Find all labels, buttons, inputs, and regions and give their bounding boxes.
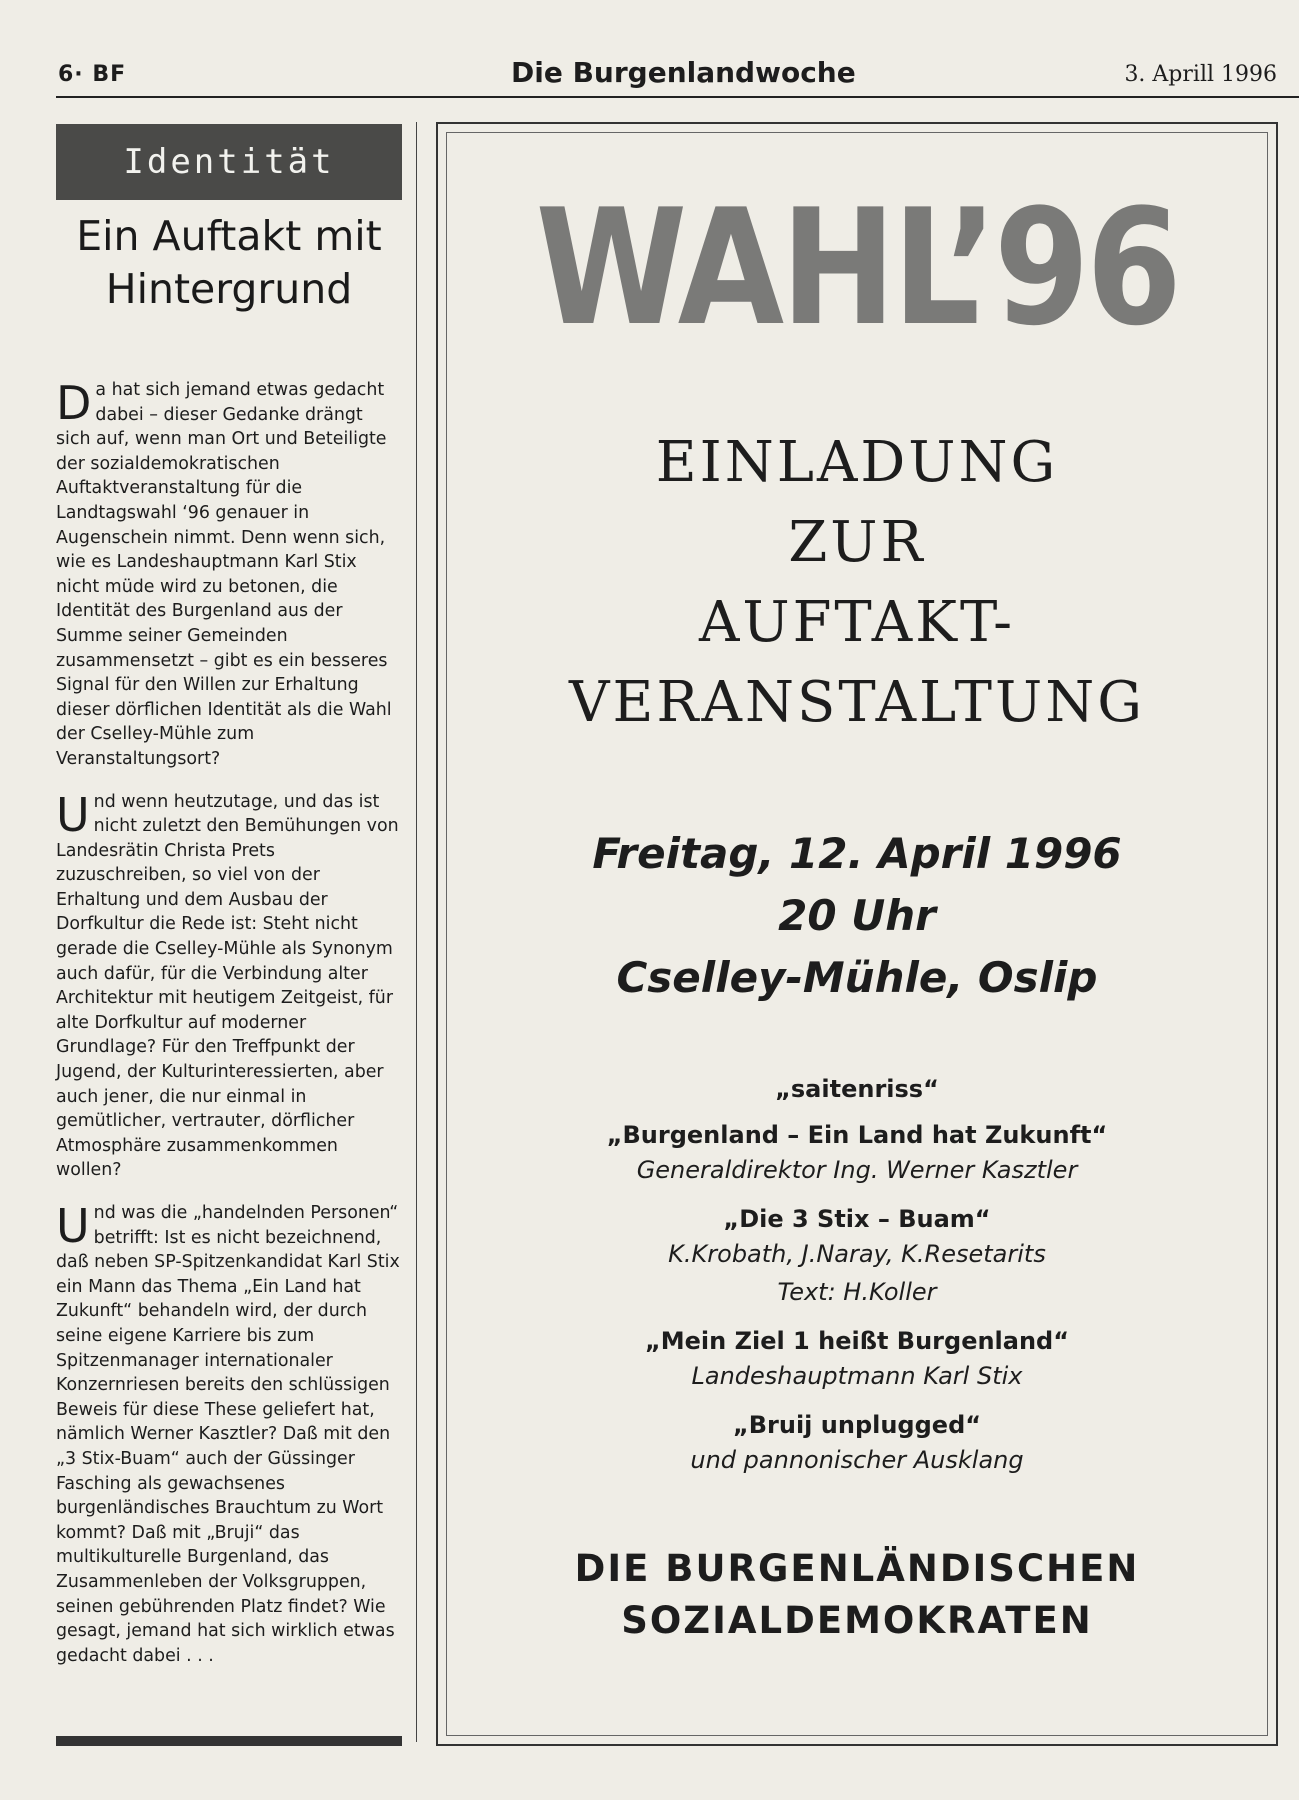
article-paragraph [56, 787, 402, 1184]
program-item-title: „Mein Ziel 1 heißt Burgenland“ [644, 1327, 1070, 1355]
event-venue: Cselley-Mühle, Oslip [616, 953, 1098, 1002]
paragraph-text: a hat sich jemand etwas gedacht dabei – dieser Gedanke drängt sich auf, wenn man Ort und Beteiligte der sozialdemokratischen Auftaktveranstaltung für die Landtagswahl ‘96 genauer in Augenschein nimmt. Denn wenn sich, wie es Landeshauptmann Karl Stix nicht müde wird zu betonen, die Identität des Burgenland aus der Summe seiner Gemeinden zusammensetzt – gibt es ein besseres Signal für den Willen zur Erhaltung dieser dörflichen Identität als die Wahl der Cselley-Mühle zum Veranstaltungsort? [56, 380, 392, 769]
article-paragraph [56, 378, 402, 772]
article-body [56, 378, 402, 1668]
headline-line: Ein Auftakt mit [76, 212, 382, 260]
drop-cap: U [56, 1199, 90, 1253]
article-paragraph [56, 1201, 402, 1668]
program-item-title: „Burgenland – Ein Land hat Zukunft“ [606, 1121, 1108, 1149]
election-logo: WAHL’96 [535, 174, 1179, 361]
drop-cap: U [56, 787, 90, 842]
program-item-subtitle: K.Krobath, J.Naray, K.Resetarits [668, 1240, 1046, 1268]
newspaper-title: Die Burgenlandwoche [511, 56, 856, 89]
article-column [56, 124, 402, 1686]
article-headline [56, 210, 402, 316]
organizer-line: DIE BURGENLÄNDISCHEN [574, 1547, 1140, 1590]
program-item-title: „Die 3 Stix – Buam“ [723, 1205, 991, 1233]
invitation-line: ZUR [788, 510, 926, 575]
program-list [447, 1073, 1267, 1479]
event-date: Freitag, 12. April 1996 [592, 829, 1122, 878]
program-item-title: „Bruij unplugged“ [732, 1411, 982, 1439]
article-kicker: Identität [56, 124, 402, 200]
paragraph-text: nd was die „handelnden Personen“ betrifft: Ist es nicht bezeichnend, daß neben SP-Spitzenkandidat Karl Stix ein Mann das Thema „Ein Land hat Zukunft“ behandeln wird, der durch seine eigene Karriere bis zum Spitzenmanager internationaler Konzernriesen bereits den schlüssigen Beweis für diese These geliefert hat, nämlich Werner Kasztler? Daß mit den „3 Stix-Buam“ auch der Güssinger Fasching als gewachsenes burgenländisches Brauchtum zu Wort kommt? Daß mit „Bruji“ das multikulturelle Burgenland, das Zusammenleben der Volksgruppen, seinen gebührenden Platz findet? Wie gesagt, jemand hat sich wirklich etwas gedacht dabei . . . [56, 1203, 400, 1666]
column-end-bar [56, 1736, 402, 1746]
advertisement-box [436, 122, 1278, 1746]
header-rule [56, 96, 1299, 98]
invitation-line: VERANSTALTUNG [569, 670, 1145, 735]
headline-line: Hintergrund [105, 265, 353, 313]
event-details [447, 823, 1267, 1009]
drop-cap: D [56, 376, 92, 430]
paragraph-text: nd wenn heutzutage, und das ist nicht zuletzt den Bemühungen von Landesrätin Christa Prets zuzuschreiben, so viel von der Erhaltung und dem Ausbau der Dorfkultur die Rede ist: Steht nicht gerade die Cselley-Mühle als Synonym auch dafür, für die Verbindung alter Architektur mit heutigem Zeitgeist, für alte Dorfkultur auf moderner Grundlage? Für den Treffpunkt der Jugend, der Kulturinteressierten, aber auch jener, die nur einmal in gemütlicher, vertrauter, dörflicher Atmosphäre zusammenkommen wollen? [56, 791, 399, 1181]
event-time: 20 Uhr [778, 891, 936, 940]
page-header [56, 54, 1289, 98]
program-item-subtitle: Text: H.Koller [777, 1278, 937, 1306]
invitation-heading [447, 423, 1267, 743]
organizer-line: SOZIALDEMOKRATEN [621, 1599, 1093, 1642]
program-item-subtitle: Landeshauptmann Karl Stix [691, 1362, 1023, 1390]
program-item-subtitle: und pannonischer Ausklang [690, 1446, 1024, 1474]
page-number: 6· BF [58, 62, 127, 87]
issue-date: 3. Aprill 1996 [1124, 62, 1277, 87]
ad-inner-frame [446, 132, 1268, 1736]
organizer [447, 1543, 1267, 1647]
invitation-line: AUFTAKT- [698, 590, 1016, 655]
program-item-title: „saitenriss“ [775, 1075, 939, 1103]
column-divider [416, 122, 417, 1742]
program-item-subtitle: Generaldirektor Ing. Werner Kasztler [636, 1156, 1078, 1184]
invitation-line: EINLADUNG [655, 430, 1059, 495]
